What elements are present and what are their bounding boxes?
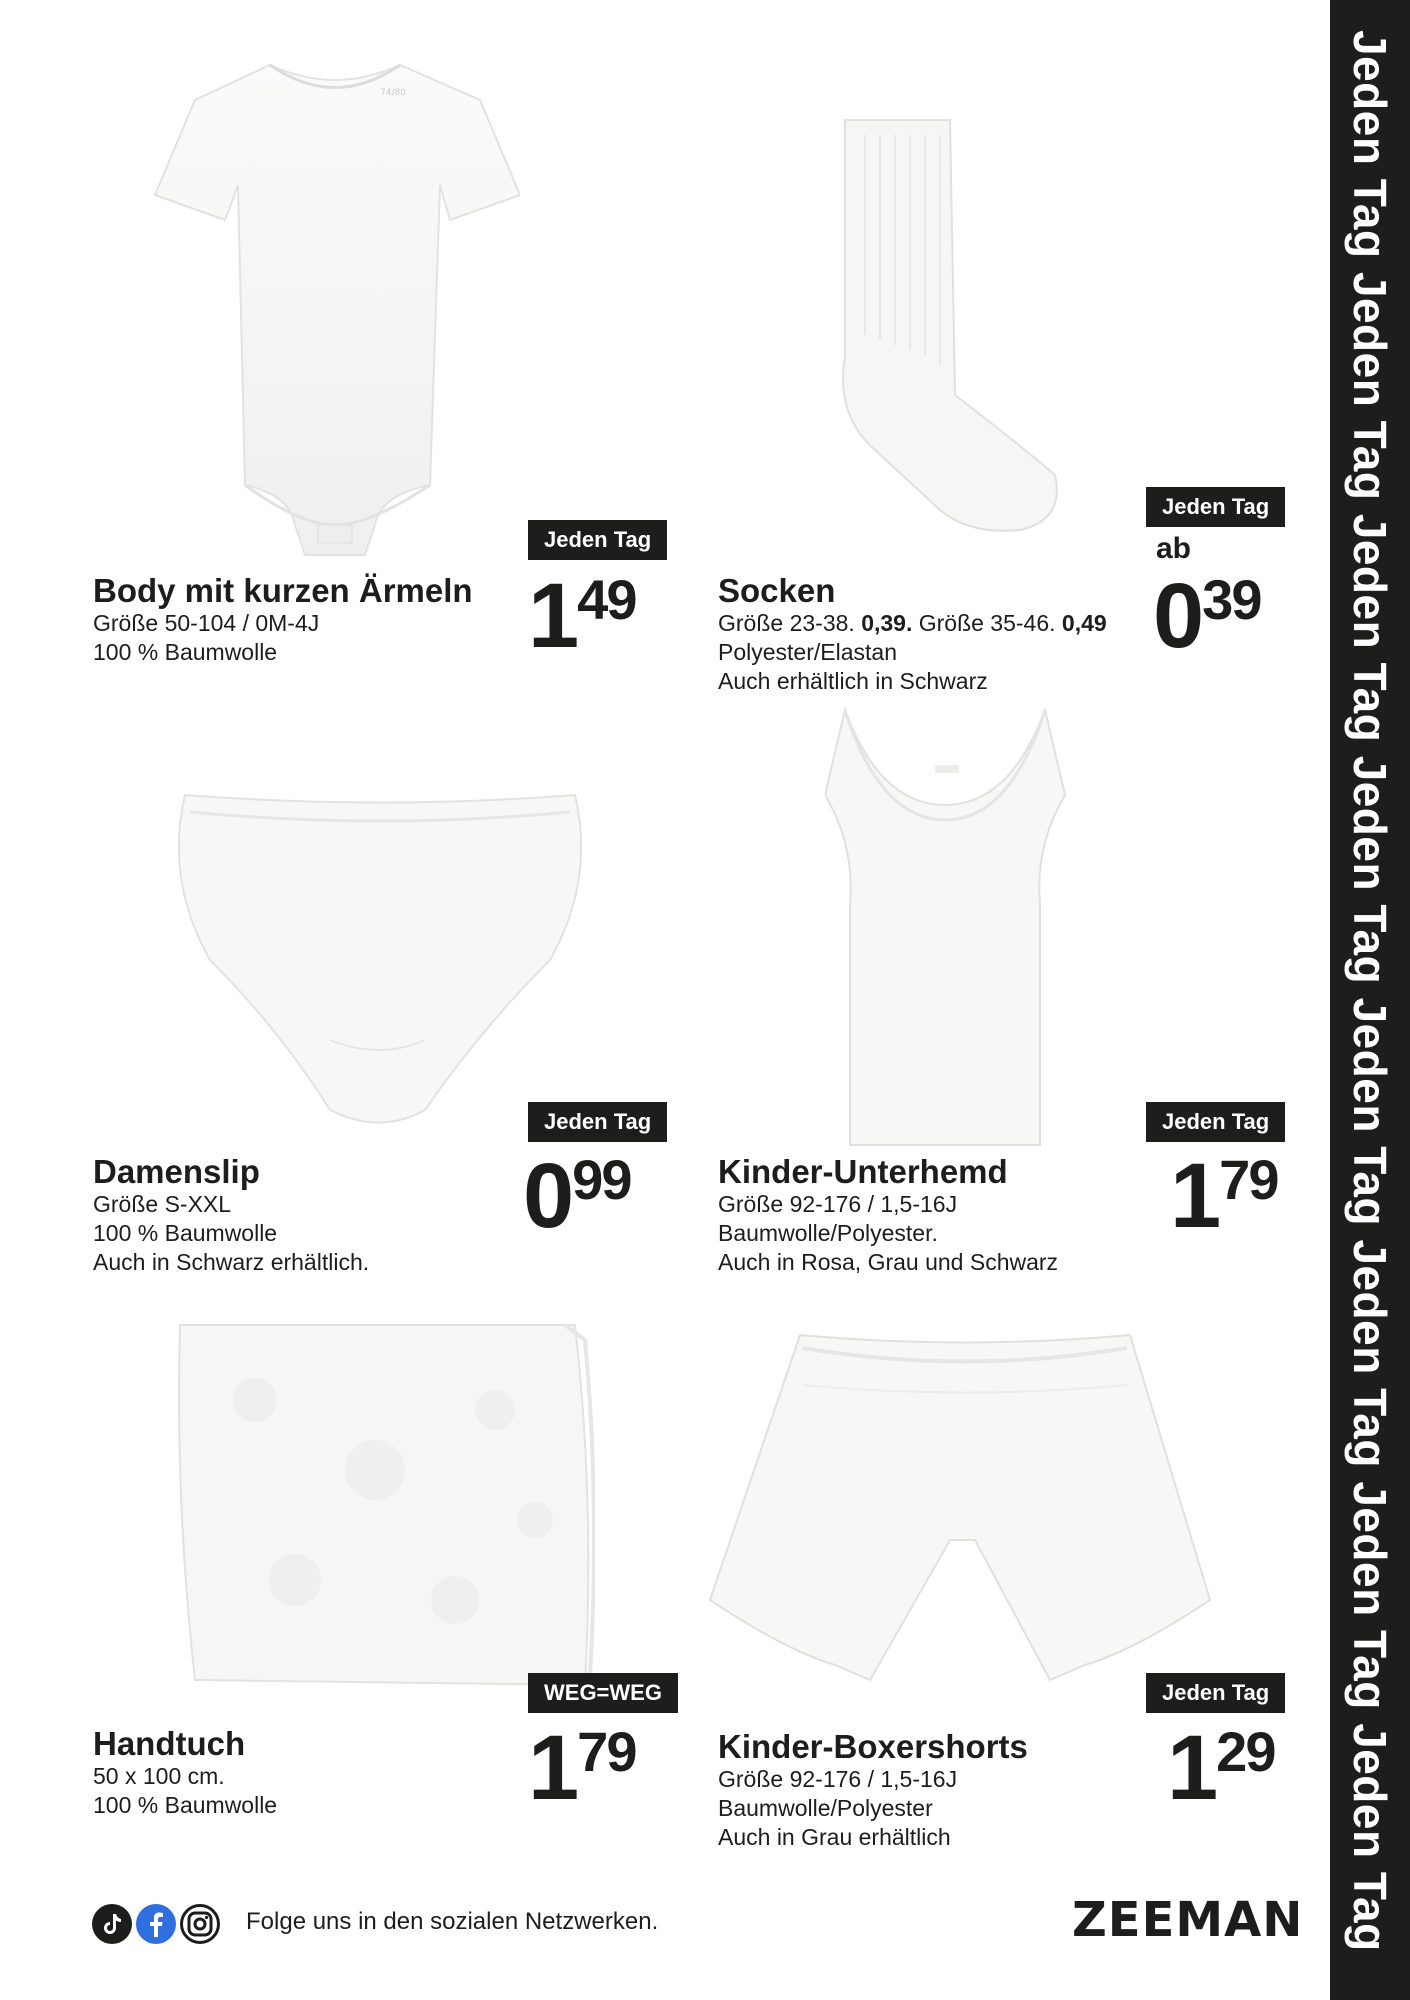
product-title: Damenslip <box>93 1153 260 1190</box>
price-main: 1 <box>1170 1145 1218 1247</box>
product-detail: 50 x 100 cm. <box>93 1763 225 1789</box>
price-main: 1 <box>528 565 576 667</box>
product-detail: 100 % Baumwolle <box>93 639 278 665</box>
product-detail: 100 % Baumwolle <box>93 1792 278 1818</box>
social-links <box>92 1904 220 1944</box>
product-detail: Auch in Rosa, Grau und Schwarz <box>718 1249 1059 1275</box>
product-detail: Auch erhältlich in Schwarz <box>718 668 988 694</box>
product-title: Kinder-Unterhemd <box>718 1153 1008 1190</box>
tank-top-icon <box>825 705 1070 1150</box>
product-detail: Größe 23-38. 0,39. Größe 35-46. 0,49 <box>718 610 1107 636</box>
product-title: Handtuch <box>93 1725 246 1762</box>
price-badge: WEG=WEG <box>528 1673 678 1713</box>
towel-icon <box>175 1320 595 1690</box>
price <box>1153 565 1261 667</box>
price-main: 1 <box>528 1717 576 1819</box>
product-detail: Auch in Grau erhältlich <box>718 1824 951 1850</box>
price-prefix: ab <box>1156 532 1192 565</box>
price <box>523 1145 631 1247</box>
price-badge: Jeden Tag <box>1146 487 1285 527</box>
product-detail: Polyester/Elastan <box>718 639 897 665</box>
price-cents: 49 <box>577 568 636 631</box>
briefs-icon <box>170 790 590 1135</box>
tiktok-icon[interactable] <box>92 1904 132 1944</box>
product-title: Body mit kurzen Ärmeln <box>93 572 473 609</box>
price <box>528 1717 636 1819</box>
product-detail: Auch in Schwarz erhältlich. <box>93 1249 370 1275</box>
baby-bodysuit-icon <box>150 55 520 565</box>
product-title: Socken <box>718 572 836 609</box>
price-cents: 79 <box>1219 1148 1278 1211</box>
product-detail: Größe 92-176 / 1,5-16J <box>718 1191 958 1217</box>
price <box>1167 1717 1275 1819</box>
svg-text:74/80: 74/80 <box>380 88 406 98</box>
product-title: Kinder-Boxershorts <box>718 1728 1028 1765</box>
price <box>528 565 636 667</box>
price-badge: Jeden Tag <box>528 520 667 560</box>
product-detail: Größe S-XXL <box>93 1191 232 1217</box>
sock-icon <box>820 115 1060 540</box>
price-cents: 79 <box>577 1720 636 1783</box>
product-detail: 100 % Baumwolle <box>93 1220 278 1246</box>
brand-logo: ZEEMAN <box>1072 1892 1304 1948</box>
product-detail: Baumwolle/Polyester. <box>718 1220 938 1246</box>
product-detail: Baumwolle/Polyester <box>718 1795 933 1821</box>
price-main: 0 <box>523 1145 571 1247</box>
side-banner-text: Jeden Tag Jeden Tag Jeden Tag Jeden Tag Jeden Tag Jeden Tag Jeden Tag Jeden Tag <box>1344 30 1396 1952</box>
instagram-icon[interactable] <box>180 1904 220 1944</box>
price-main: 1 <box>1167 1717 1215 1819</box>
price-badge: Jeden Tag <box>1146 1673 1285 1713</box>
social-call-to-action: Folge uns in den sozialen Netzwerken. <box>246 1908 659 1935</box>
boxer-shorts-icon <box>705 1330 1215 1690</box>
price-cents: 29 <box>1216 1720 1275 1783</box>
side-banner <box>1330 0 1410 2000</box>
price-cents: 99 <box>572 1148 631 1211</box>
price-cents: 39 <box>1202 568 1261 631</box>
price <box>1170 1145 1278 1247</box>
price-badge: Jeden Tag <box>1146 1102 1285 1142</box>
product-detail: Größe 92-176 / 1,5-16J <box>718 1766 958 1792</box>
facebook-icon[interactable] <box>136 1904 176 1944</box>
price-main: 0 <box>1153 565 1201 667</box>
price-badge: Jeden Tag <box>528 1102 667 1142</box>
product-detail: Größe 50-104 / 0M-4J <box>93 610 320 636</box>
